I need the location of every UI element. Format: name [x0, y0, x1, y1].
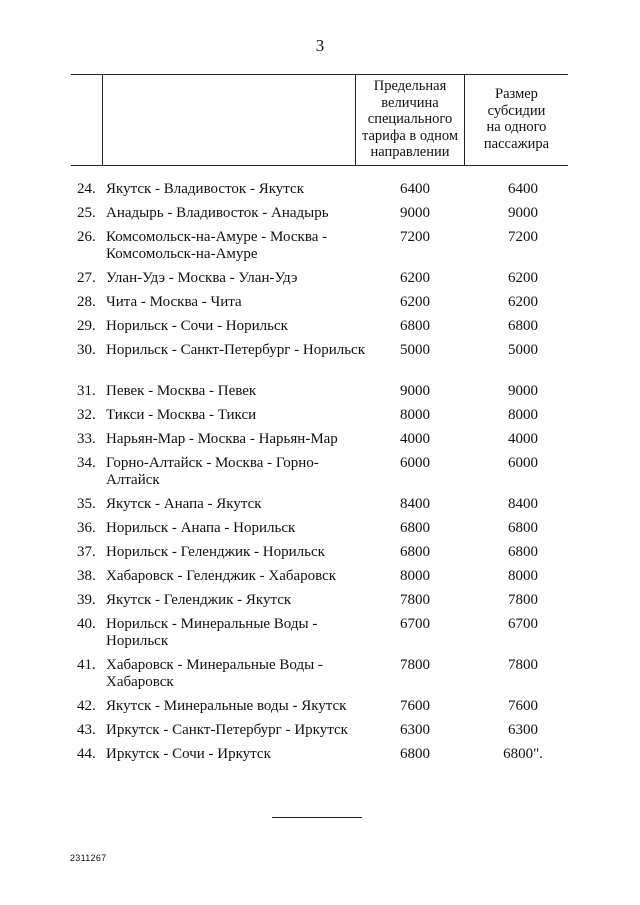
header-subsidy: Размер субсидии на одного пассажира	[483, 86, 550, 152]
header-tariff: Предельная величина специального тарифа в одном направлении	[361, 78, 458, 160]
row-number: 32.	[77, 407, 96, 423]
row-number: 31.	[77, 383, 96, 399]
row-subsidy: 6300	[508, 722, 538, 738]
row-subsidy: 6700	[508, 616, 538, 632]
row-number: 28.	[77, 294, 96, 310]
row-route: Норильск - Анапа - Норильск	[106, 520, 296, 536]
row-number: 37.	[77, 544, 96, 560]
row-number: 36.	[77, 520, 96, 536]
row-subsidy: 9000	[508, 205, 538, 221]
row-number: 30.	[77, 342, 96, 358]
row-subsidy: 6800	[508, 544, 538, 560]
row-route: Хабаровск - Геленджик - Хабаровск	[106, 568, 337, 584]
row-subsidy: 7800	[508, 657, 538, 673]
row-route: Хабаровск - Минеральные Воды - Хабаровск	[106, 657, 323, 690]
row-number: 29.	[77, 318, 96, 334]
row-number: 39.	[77, 592, 96, 608]
row-number: 42.	[77, 698, 96, 714]
row-tariff: 6800	[400, 318, 430, 334]
row-tariff: 6200	[400, 270, 430, 286]
row-tariff: 4000	[400, 431, 430, 447]
row-subsidy: 7200	[508, 229, 538, 245]
row-route: Анадырь - Владивосток - Анадырь	[106, 205, 329, 221]
row-route: Иркутск - Санкт-Петербург - Иркутск	[106, 722, 348, 738]
row-tariff: 5000	[400, 342, 430, 358]
row-subsidy: 9000	[508, 383, 538, 399]
row-subsidy: 6800	[508, 318, 538, 334]
row-subsidy: 7600	[508, 698, 538, 714]
row-tariff: 6700	[400, 616, 430, 632]
document-code: 2311267	[70, 853, 107, 863]
row-subsidy: 5000	[508, 342, 538, 358]
row-subsidy: 6200	[508, 270, 538, 286]
row-route: Якутск - Анапа - Якутск	[106, 496, 262, 512]
row-number: 35.	[77, 496, 96, 512]
row-tariff: 6200	[400, 294, 430, 310]
row-tariff: 6800	[400, 746, 430, 762]
row-subsidy: 8400	[508, 496, 538, 512]
row-route: Тикси - Москва - Тикси	[106, 407, 257, 423]
row-tariff: 9000	[400, 383, 430, 399]
row-route: Певек - Москва - Певек	[106, 383, 257, 399]
row-number: 26.	[77, 229, 96, 245]
row-route: Улан-Удэ - Москва - Улан-Удэ	[106, 270, 298, 286]
row-number: 34.	[77, 455, 96, 471]
row-number: 38.	[77, 568, 96, 584]
row-tariff: 9000	[400, 205, 430, 221]
row-route: Норильск - Санкт-Петербург - Норильск	[106, 342, 365, 358]
row-number: 27.	[77, 270, 96, 286]
row-route: Норильск - Минеральные Воды - Норильск	[106, 616, 318, 649]
row-subsidy: 6200	[508, 294, 538, 310]
row-tariff: 7200	[400, 229, 430, 245]
row-subsidy: 6800	[508, 520, 538, 536]
row-tariff: 6000	[400, 455, 430, 471]
page-number: 3	[315, 36, 325, 55]
row-route: Якутск - Владивосток - Якутск	[106, 181, 304, 197]
row-subsidy: 8000	[508, 568, 538, 584]
header-divider-left	[102, 75, 103, 165]
row-tariff: 6400	[400, 181, 430, 197]
row-tariff: 7800	[400, 592, 430, 608]
table-header	[71, 74, 568, 166]
row-route: Нарьян-Мар - Москва - Нарьян-Мар	[106, 431, 338, 447]
row-number: 25.	[77, 205, 96, 221]
row-tariff: 8000	[400, 568, 430, 584]
footer-rule	[272, 817, 362, 818]
row-tariff: 8400	[400, 496, 430, 512]
row-subsidy: 6800".	[503, 746, 543, 762]
row-route: Горно-Алтайск - Москва - Горно-Алтайск	[106, 455, 319, 488]
row-route: Якутск - Минеральные воды - Якутск	[106, 698, 347, 714]
row-route: Комсомольск-на-Амуре - Москва - Комсомольск-на-Амуре	[106, 229, 328, 262]
row-number: 40.	[77, 616, 96, 632]
row-subsidy: 7800	[508, 592, 538, 608]
row-subsidy: 6400	[508, 181, 538, 197]
row-number: 24.	[77, 181, 96, 197]
row-tariff: 7600	[400, 698, 430, 714]
row-route: Чита - Москва - Чита	[106, 294, 242, 310]
row-tariff: 6800	[400, 544, 430, 560]
row-subsidy: 6000	[508, 455, 538, 471]
row-route: Иркутск - Сочи - Иркутск	[106, 746, 271, 762]
row-number: 33.	[77, 431, 96, 447]
row-route: Норильск - Геленджик - Норильск	[106, 544, 325, 560]
row-tariff: 6800	[400, 520, 430, 536]
row-number: 44.	[77, 746, 96, 762]
row-subsidy: 8000	[508, 407, 538, 423]
row-route: Якутск - Геленджик - Якутск	[106, 592, 292, 608]
row-tariff: 7800	[400, 657, 430, 673]
row-number: 41.	[77, 657, 96, 673]
row-tariff: 6300	[400, 722, 430, 738]
row-subsidy: 4000	[508, 431, 538, 447]
row-number: 43.	[77, 722, 96, 738]
row-tariff: 8000	[400, 407, 430, 423]
row-route: Норильск - Сочи - Норильск	[106, 318, 288, 334]
